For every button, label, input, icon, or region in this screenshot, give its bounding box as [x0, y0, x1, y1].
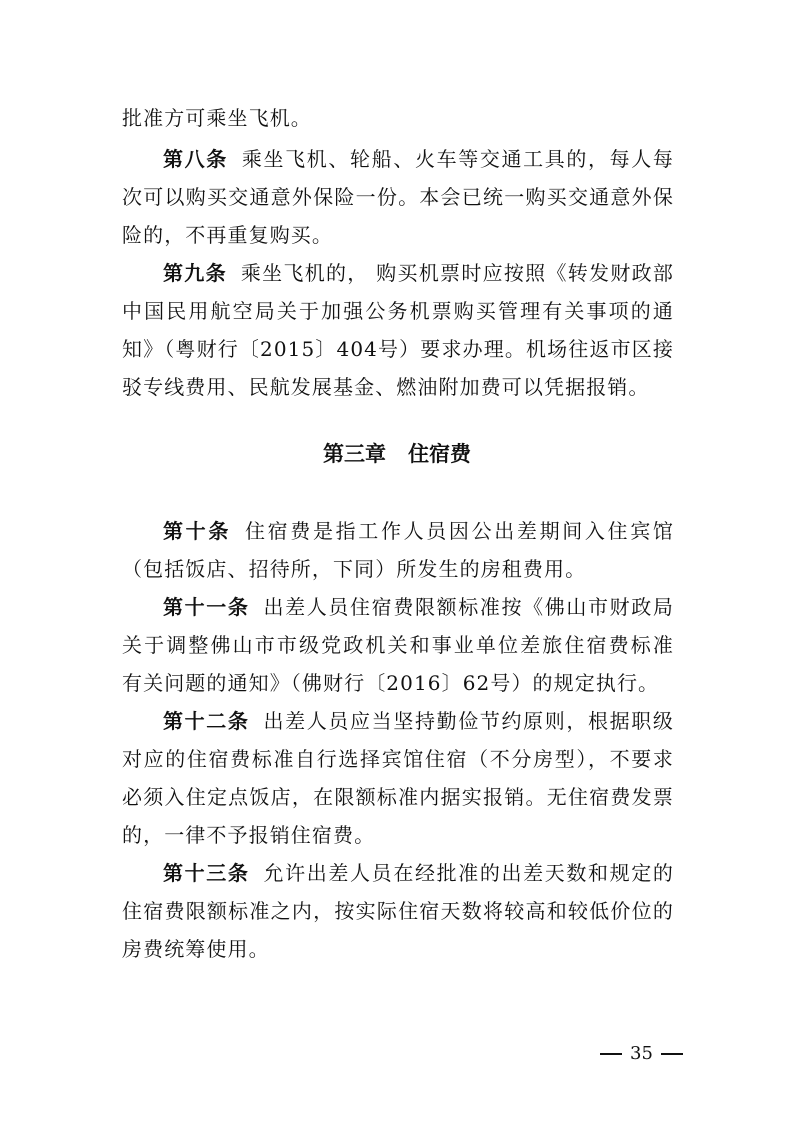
article-11-label: 第十一条	[163, 595, 250, 619]
article-11-line-1	[163, 593, 674, 621]
article-12-label: 第十二条	[163, 709, 250, 733]
body-text-line: 知》（粤财行〔2015〕404号）要求办理。机场往返市区接	[122, 337, 674, 361]
body-text-line: 次可以购买交通意外保险一份。本会已统一购买交通意外保	[122, 185, 674, 209]
article-9-line-1	[163, 259, 674, 287]
page-number	[592, 1040, 691, 1068]
body-text-line: 的，一律不予报销住宿费。	[122, 823, 376, 847]
body-text-line: 住宿费限额标准之内，按实际住宿天数将较高和较低价位的	[122, 899, 674, 923]
article-13-line-1	[163, 859, 674, 887]
body-text-line: 对应的住宿费标准自行选择宾馆住宿（不分房型），不要求	[122, 747, 674, 771]
body-text-line: 房费统筹使用。	[122, 937, 270, 961]
article-9-text: 乘坐飞机的， 购买机票时应按照《转发财政部	[240, 261, 674, 285]
body-text-line: 中国民用航空局关于加强公务机票购买管理有关事项的通	[122, 299, 674, 323]
article-13-label: 第十三条	[163, 861, 250, 885]
article-10-label: 第十条	[163, 519, 231, 543]
body-text-line: 必须入住定点饭店，在限额标准内据实报销。无住宿费发票	[122, 785, 674, 809]
article-8-text: 乘坐飞机、轮船、火车等交通工具的，每人每	[241, 147, 674, 171]
article-10-line-1	[163, 517, 674, 545]
page-number-value: 35	[630, 1043, 653, 1064]
article-9-label: 第九条	[163, 261, 227, 285]
dash-right	[661, 1053, 683, 1055]
chapter-number: 第三章	[323, 442, 386, 466]
chapter-title: 住宿费	[408, 442, 471, 466]
article-11-text: 出差人员住宿费限额标准按《佛山市财政局	[263, 595, 674, 619]
article-8-label: 第八条	[163, 147, 228, 171]
article-13-text: 允许出差人员在经批准的出差天数和规定的	[263, 861, 674, 885]
body-text-line: 有关问题的通知》（佛财行〔2016〕62号）的规定执行。	[122, 671, 660, 695]
body-text-line: 驳专线费用、民航发展基金、燃油附加费可以凭据报销。	[122, 375, 650, 399]
article-12-text: 出差人员应当坚持勤俭节约原则，根据职级	[263, 709, 674, 733]
article-8-line-1	[163, 145, 674, 173]
body-text-line: （包括饭店、招待所，下同）所发生的房租费用。	[122, 557, 587, 581]
body-text-line: 险的，不再重复购买。	[122, 223, 333, 247]
dash-left	[600, 1053, 622, 1055]
body-text-line: 关于调整佛山市市级党政机关和事业单位差旅住宿费标准	[122, 633, 674, 657]
body-text-line: 批准方可乘坐飞机。	[122, 106, 312, 130]
article-10-text: 住宿费是指工作人员因公出差期间入住宾馆	[244, 519, 674, 543]
chapter-heading	[0, 440, 794, 468]
article-12-line-1	[163, 707, 674, 735]
